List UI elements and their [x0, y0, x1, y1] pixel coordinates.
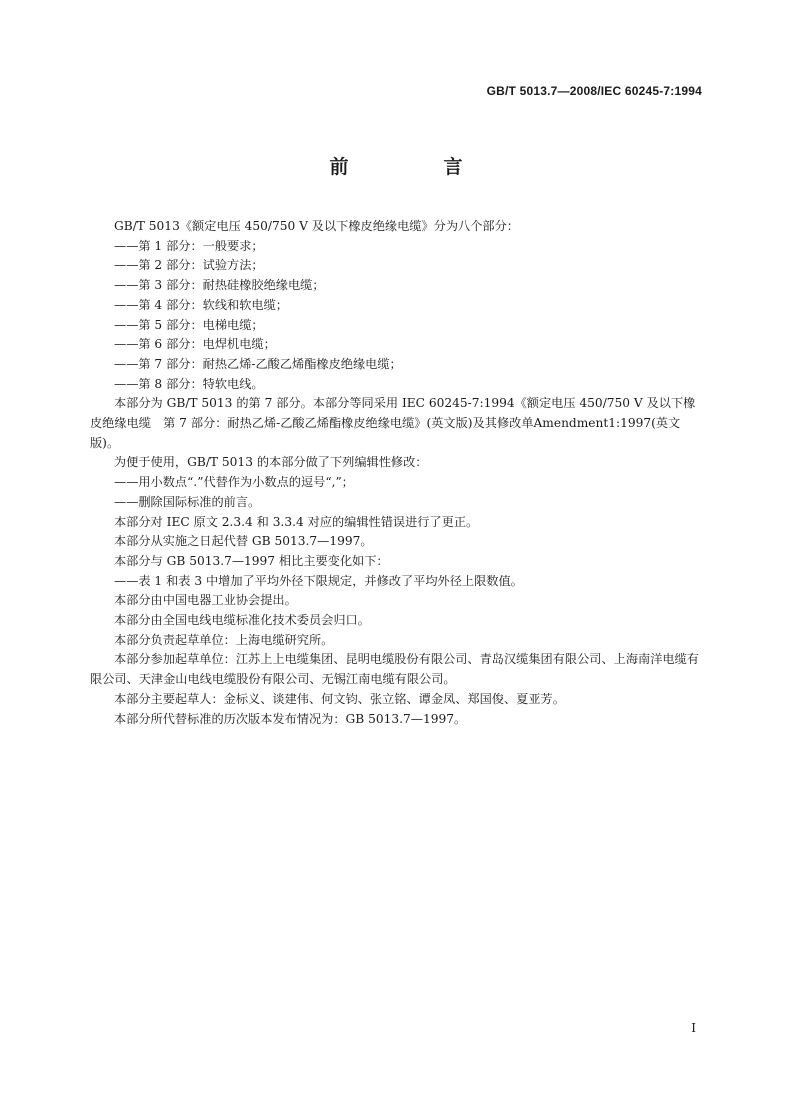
intro-paragraph: GB/T 5013《额定电压 450/750 V 及以下橡皮绝缘电缆》分为八个部分： [114, 219, 519, 233]
history-paragraph: 本部分所代替标准的历次版本发布情况为：GB 5013.7—1997。 [114, 711, 467, 726]
editorial-change-item-1: ——用小数点“.”代替作为小数点的逗号“,”； [114, 475, 354, 490]
part-list-item-4: ——第 4 部分：软线和软电缆； [114, 297, 288, 312]
participating-units-paragraph: 本部分参加起草单位：江苏上上电缆集团、昆明电缆股份有限公司、青岛汉缆集团有限公司、上海南洋电缆有限公司、天津金山电线电缆股份有限公司、无锡江南电缆有限公司。 [90, 652, 699, 687]
drafters-paragraph: 本部分主要起草人：金标义、谈建伟、何文钧、张立铭、谭金凤、郑国俊、夏亚芳。 [114, 691, 565, 706]
proposer-paragraph: 本部分由中国电器工业协会提出。 [114, 593, 297, 608]
editorial-changes-intro: 为便于使用，GB/T 5013 的本部分做了下列编辑性修改： [114, 455, 428, 470]
part-list-item-1: ——第 1 部分：一般要求； [114, 238, 264, 253]
part-list-item-6: ——第 6 部分：电焊机电缆； [114, 337, 276, 352]
standard-code: GB/T 5013.7—2008/IEC 60245-7:1994 [486, 84, 702, 98]
part-list-item-7: ——第 7 部分：耐热乙烯-乙酸乙烯酯橡皮绝缘电缆； [114, 356, 402, 371]
part-list-item-2: ——第 2 部分：试验方法； [114, 258, 264, 273]
editorial-change-item-2: ——删除国际标准的前言。 [114, 494, 261, 509]
main-change-item-1: ——表 1 和表 3 中增加了平均外径下限规定，并修改了平均外径上限数值。 [114, 573, 523, 588]
committee-paragraph: 本部分由全国电线电缆标准化技术委员会归口。 [114, 613, 370, 628]
adoption-paragraph: 本部分为 GB/T 5013 的第 7 部分。本部分等同采用 IEC 60245-7:1994《额定电压 450/750 V 及以下橡皮绝缘电缆 第 7 部分：耐热乙烯-乙酸乙烯酯橡皮绝缘电缆》(英文版)及其修改单Amendment1:1997(英文版)。 [90, 396, 696, 450]
foreword-body [90, 217, 706, 729]
page-number: I [691, 1021, 696, 1035]
main-changes-intro: 本部分与 GB 5013.7—1997 相比主要变化如下： [114, 553, 389, 568]
part-list-item-5: ——第 5 部分：电梯电缆； [114, 317, 264, 332]
part-list-item-8: ——第 8 部分：特软电线。 [114, 376, 264, 391]
drafting-unit-paragraph: 本部分负责起草单位：上海电缆研究所。 [114, 632, 334, 647]
part-list-item-3: ——第 3 部分：耐热硅橡胶绝缘电缆； [114, 278, 325, 293]
page-title: 前 言 [329, 156, 501, 178]
correction-paragraph: 本部分对 IEC 原文 2.3.4 和 3.3.4 对应的编辑性错误进行了更正。 [114, 514, 479, 529]
replacement-paragraph: 本部分从实施之日起代替 GB 5013.7—1997。 [114, 534, 373, 549]
